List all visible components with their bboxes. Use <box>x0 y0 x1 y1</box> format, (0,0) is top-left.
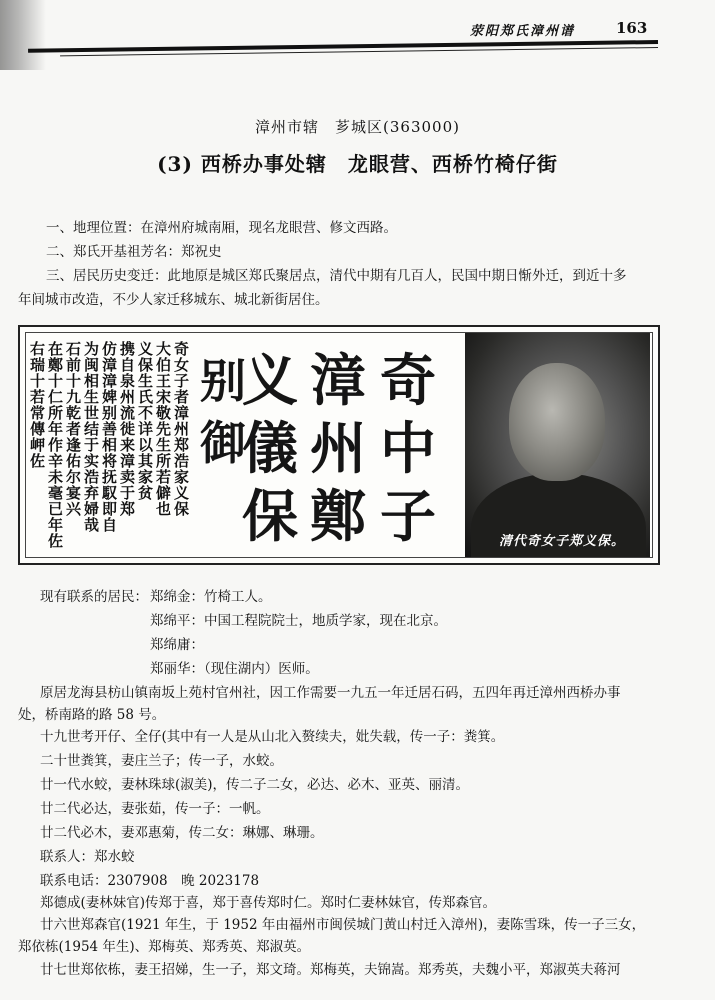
plate-column-6: 为闽相生世结于实浩弃婦哉 <box>82 341 100 533</box>
intro-item-2: 二、郑氏开基祖芳名：郑祝史 <box>46 244 222 260</box>
portrait-caption: 清代奇女子郑义保。 <box>499 534 626 549</box>
dechen-lineage: 郑德成(妻林妹官)传郑于喜，郑于喜传郑时仁。郑时仁妻林妹官，传郑森官。 <box>40 895 497 911</box>
plate-column-3: 义保生氏不详以其家贫 <box>136 341 154 501</box>
generation-26a: 廿六世郑森官(1921 年生，于 1952 年由福州市闽侯城门黄山村迁入漳州)，妻陈雪珠，传一子三女， <box>40 917 646 933</box>
residents-label: 现有联系的居民： <box>40 589 148 605</box>
portrait-photo <box>465 333 650 557</box>
plate-column-8: 在鄭十仁所年作辛未毫已年佐 <box>46 341 64 549</box>
scan-shadow <box>0 0 46 70</box>
section-title: (3) 西桥办事处辖 龙眼营、西桥竹椅仔街 <box>157 152 558 176</box>
book-title: 荥阳郑氏漳州谱 <box>470 24 576 39</box>
calligraphy-char: 义 <box>242 348 298 414</box>
resident-item: 郑丽华：（现住湖内）医师。 <box>150 661 319 677</box>
calligraphy-char: 奇 <box>380 348 436 414</box>
plate-column-5: 仿漳漳婢别善相将抚馭即自 <box>100 341 118 533</box>
generation-27: 廿七世郑依栋，妻王招娣，生一子，郑文琦。郑梅英，夫锦嵩。郑秀英，夫魏小平，郑淑英夫蒋河 <box>40 962 621 978</box>
calligraphy-char: 子 <box>380 484 436 550</box>
calligraphy-char: 漳 <box>310 348 366 414</box>
page-header <box>0 0 715 70</box>
resident-item: 郑绵金：竹椅工人。 <box>150 589 272 605</box>
origin-line-2: 处，桥南路的路 58 号。 <box>18 707 166 723</box>
calligraphy-char: 御 <box>200 416 246 470</box>
plate-column-4: 携自泉州流徙来漳卖于郑 <box>118 341 136 517</box>
generation-22a: 廿二代必达，妻张茹，传一子：一帆。 <box>40 801 270 817</box>
plate-column-2: 大伯王宋敬先生所若僻也 <box>154 341 172 517</box>
district-heading: 漳州市辖 芗城区(363000) <box>255 118 460 136</box>
intro-item-3a: 三、居民历史变迁：此地原是城区郑氏聚居点，清代中期有几百人，民国中期日惭外迁，到近十多 <box>46 268 627 284</box>
calligraphy-char: 州 <box>310 416 366 482</box>
plate-column-1: 奇女子者漳州郑浩家义保 <box>172 341 190 517</box>
generation-20: 二十世粪箕，妻庄兰子；传一子，水蛟。 <box>40 753 283 769</box>
contact-person: 联系人：郑水蛟 <box>40 849 135 865</box>
generation-22b: 廿二代必木，妻邓惠菊，传二女：琳娜、琳珊。 <box>40 825 324 841</box>
resident-item: 郑绵平：中国工程院院士，地质学家，现在北京。 <box>150 613 447 629</box>
generation-19: 十九世考开仔、全仔(其中有一人是从山北入赘续夫，妣失载，传一子：粪箕。 <box>40 729 505 745</box>
contact-phone: 联系电话：2307908 晚 2023178 <box>40 873 260 889</box>
calligraphy-char: 鄭 <box>310 484 366 550</box>
page-number: 163 <box>616 19 648 37</box>
portrait-head <box>509 363 605 481</box>
calligraphy-char: 儀 <box>242 416 298 482</box>
calligraphy-char: 别 <box>200 354 246 408</box>
intro-item-3b: 年间城市改造，不少人家迁移城东、城北新街居住。 <box>18 292 329 308</box>
photo-plate <box>18 325 660 565</box>
calligraphy-char: 中 <box>380 416 436 482</box>
origin-line-1: 原居龙海县枋山镇南坂上苑村官州社，因工作需要一九五一年迁居石码，五四年再迁漳州西桥办事 <box>40 685 621 701</box>
generation-26b: 郑依栋(1954 年生)、郑梅英、郑秀英、郑淑英。 <box>18 939 311 955</box>
generation-21: 廿一代水蛟，妻林珠球(淑美)，传二子二女，必达、必木、亚英、丽清。 <box>40 777 470 793</box>
calligraphy-char: 保 <box>242 484 298 550</box>
plate-column-9: 右瑞十若常傳岬佐 <box>28 341 46 469</box>
resident-item: 郑绵庸： <box>150 637 204 653</box>
plate-column-7: 石前十九乾者逢佑尔宴兴 <box>64 341 82 517</box>
intro-item-1: 一、地理位置：在漳州府城南厢，现名龙眼营、修文西路。 <box>46 220 397 236</box>
